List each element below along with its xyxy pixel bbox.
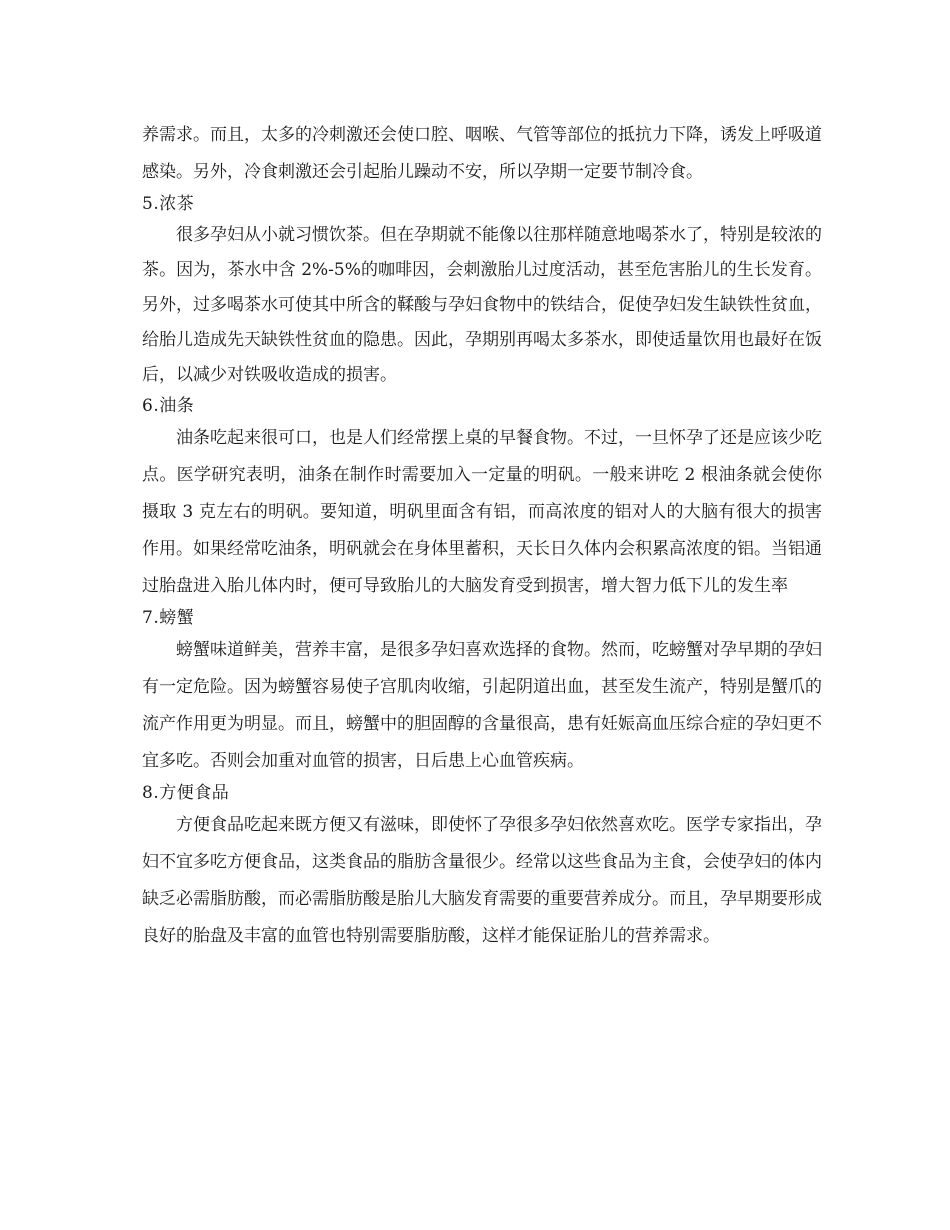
section-body-fried-dough: 油条吃起来很可口，也是人们经常摆上桌的早餐食物。不过，一旦怀孕了还是应该少吃点。医学研究表明，油条在制作时需要加入一定量的明矾。一般来讲吃 2 根油条就会使你摄取 3 克左右的明矾。要知道，明矾里面含有铝，而高浓度的铝对人的大脑有很大的损害作用。如果经常吃油条，明矾就会在身体里蓄积，天长日久体内会积累高浓度的铝。当铝通过胎盘进入胎儿体内时，便可导致胎儿的大脑发育受到损害，增大智力低下儿的发生率 xyxy=(142,428,822,596)
document-body xyxy=(142,117,822,955)
section-body-instant-food: 方便食品吃起来既方便又有滋味，即使怀了孕很多孕妇依然喜欢吃。医学专家指出，孕妇不宜多吃方便食品，这类食品的脂肪含量很少。经常以这些食品为主食，会使孕妇的体内缺乏必需脂肪酸，而必需脂肪酸是胎儿大脑发育需要的重要营养成分。而且，孕早期要形成良好的胎盘及丰富的血管也特别需要脂肪酸，这样才能保证胎儿的营养需求。 xyxy=(142,815,822,946)
section-body-strong-tea: 很多孕妇从小就习惯饮茶。但在孕期就不能像以往那样随意地喝茶水了，特别是较浓的茶。因为，茶水中含 2%-5%的咖啡因，会刺激胎儿过度活动，甚至危害胎儿的生长发育。另外，过多喝茶水可使其中所含的鞣酸与孕妇食物中的铁结合，促使孕妇发生缺铁性贫血，给胎儿造成先天缺铁性贫血的隐患。因此，孕期别再喝太多茶水，即使适量饮用也最好在饭后，以减少对铁吸收造成的损害。 xyxy=(142,225,822,385)
intro-continuation-paragraph: 养需求。而且，太多的冷刺激还会使口腔、咽喉、气管等部位的抵抗力下降，诱发上呼吸道感染。另外，冷食刺激还会引起胎儿躁动不安，所以孕期一定要节制冷食。 xyxy=(142,125,822,182)
section-body-crab: 螃蟹味道鲜美，营养丰富，是很多孕妇喜欢选择的食物。然而，吃螃蟹对孕早期的孕妇有一定危险。因为螃蟹容易使子宫肌肉收缩，引起阴道出血，甚至发生流产，特别是蟹爪的流产作用更为明显。而且，螃蟹中的胆固醇的含量很高，患有妊娠高血压综合症的孕妇更不宜多吃。否则会加重对血管的损害，日后患上心血管疾病。 xyxy=(142,640,822,771)
section-heading-fried-dough: 6.油条 xyxy=(142,396,195,416)
section-heading-crab: 7.螃蟹 xyxy=(142,608,195,628)
section-heading-instant-food: 8.方便食品 xyxy=(142,783,230,803)
section-heading-strong-tea: 5.浓茶 xyxy=(142,194,195,214)
